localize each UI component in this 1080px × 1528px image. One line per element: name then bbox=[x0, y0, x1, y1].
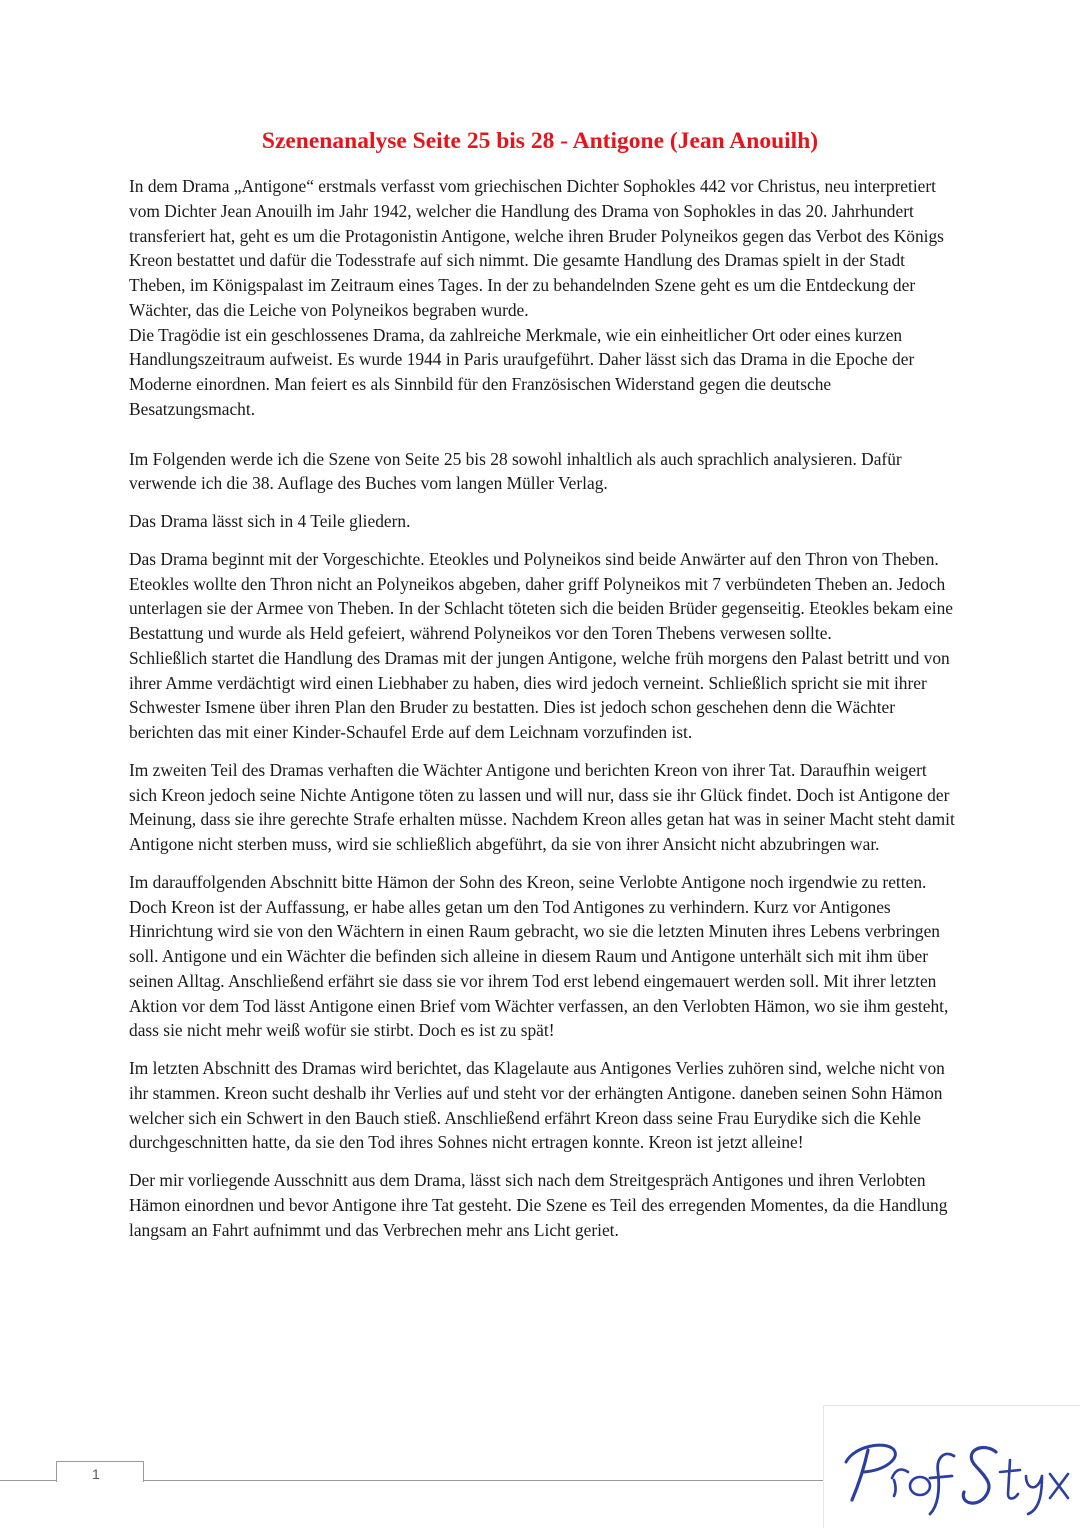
paragraph-part-two: Im zweiten Teil des Dramas verhaften die Wächter Antigone und berichten Kreon von ihrer Tat. Daraufhin weigert sich Kreon jedoch seine Nichte Antigone töten zu lassen und will nur, dass sie ihr Glück findet. Doch ist Antigone der Meinung, dass sie ihre gerechte Strafe erhalten müsse. Nachdem Kreon alles getan hat was in seiner Macht steht damit Antigone nicht sterben muss, wird sie schließlich abgeführt, da sie von ihrer Ansicht nicht abzubringen war. bbox=[129, 759, 955, 854]
page-number: 1 bbox=[92, 1466, 100, 1482]
profstyx-logo-mark bbox=[824, 1406, 1080, 1528]
paragraph-part-one-plot: Schließlich startet die Handlung des Dramas mit der jungen Antigone, welche früh morgens den Palast betritt und von ihrer Amme verdächtigt wird einen Liebhaber zu haben, dies wird jedoch verneint. Schließlich spricht sie mit ihrer Schwester Ismene über ihren Plan den Bruder zu bestatten. Dies ist jedoch schon geschehen denn die Wächter berichten das mit einer Kinder-Schaufel Erde auf dem Leichnam vorzufinden ist. bbox=[129, 647, 950, 742]
profstyx-logo bbox=[823, 1405, 1080, 1528]
paragraph-intro: In dem Drama „Antigone“ erstmals verfasst vom griechischen Dichter Sophokles 442 vor Christus, neu interpretiert vom Dichter Jean Anouilh im Jahr 1942, welcher die Handlung des Drama von Sophokles in das 20. Jahrhundert transferiert hat, geht es um die Protagonistin Antigone, welche ihren Bruder Polyneikos gegen das Verbot des Königs Kreon bestattet und dafür die Todesstrafe auf sich nimmt. Die gesamte Handlung des Dramas spielt in der Stadt Theben, im Königspalast im Zeitraum eines Tages. In der zu behandelnden Szene geht es um die Entdeckung der Wächter, das die Leiche von Polyneikos begraben wurde. bbox=[129, 176, 944, 320]
paragraph-part-three: Im darauffolgenden Abschnitt bitte Hämon der Sohn des Kreon, seine Verlobte Antigone noch irgendwie zu retten. Doch Kreon ist der Auffassung, er habe alles getan um den Tod Antigones zu verhindern. Kurz vor Antigones Hinrichtung wird sie von den Wächtern in einen Raum gebracht, wo sie die letzten Minuten ihres Lebens verbringen soll. Antigone und ein Wächter die befinden sich alleine in diesem Raum und Antigone unterhält sich mit ihm über seinen Alltag. Anschließend erfährt sie dass sie vor ihrem Tod erst lebend eingemauert werden soll. Mit ihrer letzten Aktion vor dem Tod lässt Antigone einen Brief vom Wächter verfassen, an den Verlobten Hämon, wo sie ihm gesteht, dass sie nicht mehr weiß wofür sie stirbt. Doch es ist zu spät! bbox=[129, 871, 949, 1041]
document-title: Szenenanalyse Seite 25 bis 28 - Antigone (Jean Anouilh) bbox=[261, 128, 819, 154]
page-number-tab bbox=[56, 1461, 144, 1482]
paragraph-part-one-background: Das Drama beginnt mit der Vorgeschichte. Eteokles und Polyneikos sind beide Anwärter auf den Thron von Theben. Eteokles wollte den Thron nicht an Polyneikos abgeben, daher griff Polyneikos mit 7 verbündeten Theben an. Jedoch unterlagen sie der Armee von Theben. In der Schlacht töteten sich die beiden Brüder gegenseitig. Eteokles bekam eine Bestattung und wurde als Held gefeiert, während Polyneikos vor den Toren Thebens verwesen sollte. bbox=[129, 548, 953, 643]
paragraph-classification: Die Tragödie ist ein geschlossenes Drama, da zahlreiche Merkmale, wie ein einheitlicher Ort oder eines kurzen Handlungszeitraum aufweist. Es wurde 1944 in Paris uraufgeführt. Daher lässt sich das Drama in die Epoche der Moderne einordnen. Man feiert es als Sinnbild für den Französischen Widerstand gegen die deutsche Besatzungsmacht. bbox=[129, 324, 915, 419]
paragraph-method: Im Folgenden werde ich die Szene von Seite 25 bis 28 sowohl inhaltlich als auch sprachlich analysieren. Dafür verwende ich die 38. Auflage des Buches vom langen Müller Verlag. bbox=[129, 448, 902, 494]
paragraph-scene-placement: Der mir vorliegende Ausschnitt aus dem Drama, lässt sich nach dem Streitgespräch Antigones und ihren Verlobten Hämon einordnen und bevor Antigone ihre Tat gesteht. Die Szene es Teil des erregenden Momentes, da die Handlung langsam an Fahrt aufnimmt und das Verbrechen mehr ans Licht geriet. bbox=[129, 1170, 948, 1240]
paragraph-part-four: Im letzten Abschnitt des Dramas wird berichtet, das Klagelaute aus Antigones Verlies zuhören sind, welche nicht von ihr stammen. Kreon sucht deshalb ihr Verlies auf und steht vor der erhängten Antigone. daneben seinen Sohn Hämon welcher sich ein Schwert in den Bauch stieß. Anschließend erfährt Kreon dass seine Frau Eurydike sich die Kehle durchgeschnitten hatte, da sie den Tod ihres Sohnes nicht ertragen konnte. Kreon ist jetzt alleine! bbox=[129, 1058, 945, 1153]
document-body bbox=[129, 174, 955, 1242]
paragraph-structure: Das Drama lässt sich in 4 Teile gliedern. bbox=[129, 511, 411, 531]
